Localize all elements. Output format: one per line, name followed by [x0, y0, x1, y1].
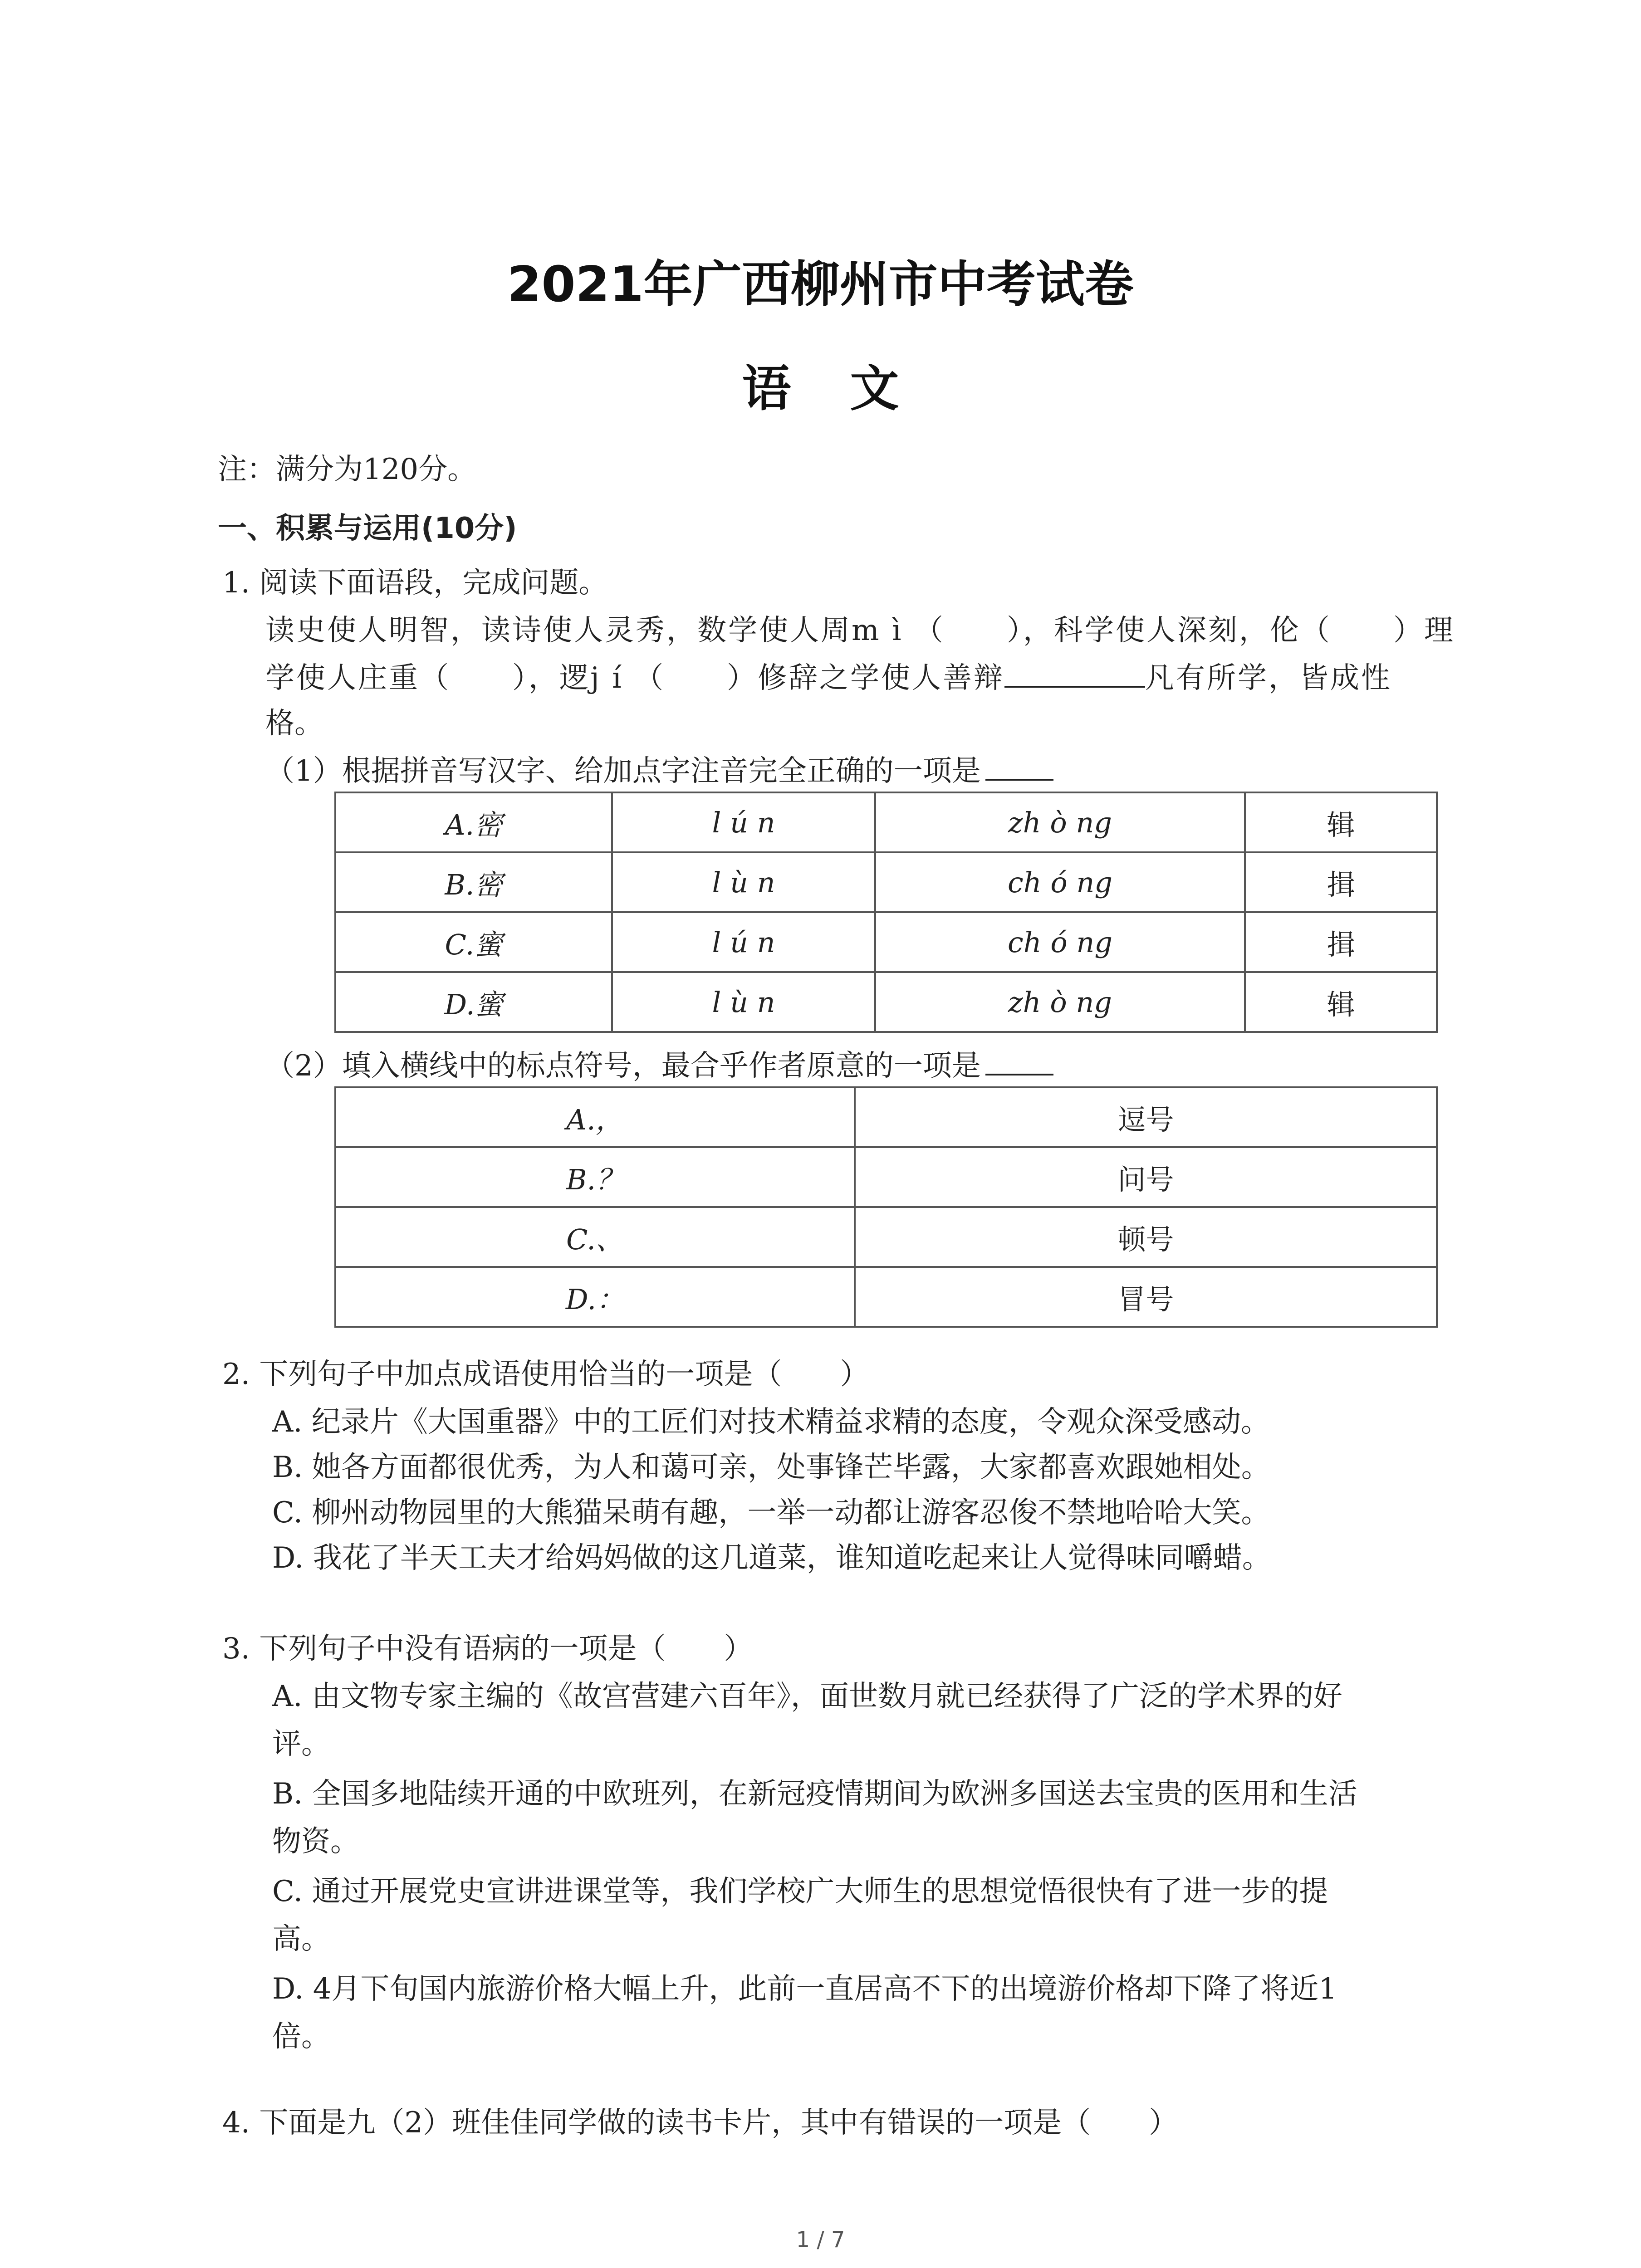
pinyin-cell: l ù n: [612, 852, 875, 912]
q1-passage-text: 学使人庄重（ ），逻j í （ ）修辞之学使人善辩: [265, 661, 1004, 695]
q1-passage-line-2: [265, 658, 1392, 699]
q2-stem: 2. 下列句子中加点成语使用恰当的一项是（ ）: [222, 1358, 869, 1391]
table-row: [335, 1147, 1437, 1207]
char-cell: 辑: [1245, 792, 1437, 852]
q1-sub1-text: （1）根据拼音写汉字、给加点字注音完全正确的一项是: [265, 754, 981, 788]
pinyin-cell: l ú n: [612, 792, 875, 852]
q3-option-b: B. 全国多地陆续开通的中欧班列，在新冠疫情期间为欧洲多国送去宝贵的医用和生活: [272, 1777, 1357, 1811]
q1-passage-line-3: 格。: [265, 707, 323, 740]
q1-stem: 1. 阅读下面语段，完成问题。: [222, 566, 608, 600]
q1-sub2-prompt: [265, 1046, 1053, 1086]
q3-option-d: D. 4月下旬国内旅游价格大幅上升，此前一直居高不下的出境游价格却下降了将近1: [272, 1972, 1337, 2006]
q1-passage-line-1: 读史使人明智，读诗使人灵秀，数学使人周m ì （ ），科学使人深刻，伦（ ）理: [265, 614, 1455, 647]
q1-sub2-text: （2）填入横线中的标点符号，最合乎作者原意的一项是: [265, 1049, 981, 1083]
section-heading: 一、积累与运用(10分): [218, 512, 517, 545]
q2-option-c: C. 柳州动物园里的大熊猫呆萌有趣，一举一动都让游客忍俊不禁地哈哈大笑。: [272, 1496, 1270, 1530]
score-note: 注：满分为120分。: [218, 453, 477, 486]
option-cell: A.，: [335, 1087, 855, 1147]
q1-passage-text-end: 凡有所学，皆成性: [1145, 661, 1392, 695]
q3-option-b-cont: 物资。: [272, 1825, 359, 1858]
answer-blank: [985, 752, 1053, 781]
page-number: 1 / 7: [796, 2227, 845, 2253]
q4-stem: 4. 下面是九（2）班佳佳同学做的读书卡片，其中有错误的一项是（ ）: [222, 2106, 1178, 2140]
pinyin-cell: zh ò ng: [875, 972, 1245, 1032]
punct-name-cell: 问号: [855, 1147, 1437, 1207]
pinyin-cell: ch ó ng: [875, 912, 1245, 972]
table-row: [335, 1207, 1437, 1267]
table-row: [335, 912, 1437, 972]
table-row: [335, 1087, 1437, 1147]
q3-stem: 3. 下列句子中没有语病的一项是（ ）: [222, 1632, 753, 1666]
subject-title: 语文: [742, 361, 958, 417]
q2-option-b: B. 她各方面都很优秀，为人和蔼可亲，处事锋芒毕露，大家都喜欢跟她相处。: [272, 1451, 1270, 1484]
q2-option-d: D. 我花了半天工夫才给妈妈做的这几道菜，谁知道吃起来让人觉得味同嚼蜡。: [272, 1541, 1271, 1575]
table-row: [335, 972, 1437, 1032]
option-cell: B.密: [335, 852, 612, 912]
pinyin-cell: l ú n: [612, 912, 875, 972]
table-row: [335, 1267, 1437, 1327]
option-cell: C.蜜: [335, 912, 612, 972]
punct-name-cell: 顿号: [855, 1207, 1437, 1267]
option-cell: D.蜜: [335, 972, 612, 1032]
char-cell: 辑: [1245, 972, 1437, 1032]
q1-sub1-table: [334, 792, 1438, 1033]
q2-option-a: A. 纪录片《大国重器》中的工匠们对技术精益求精的态度，令观众深受感动。: [272, 1405, 1270, 1439]
punct-name-cell: 冒号: [855, 1267, 1437, 1327]
q3-option-c-cont: 高。: [272, 1922, 330, 1956]
char-cell: 揖: [1245, 912, 1437, 972]
exam-title: 2021年广西柳州市中考试卷: [507, 256, 1134, 313]
punct-name-cell: 逗号: [855, 1087, 1437, 1147]
q3-option-a: A. 由文物专家主编的《故宫营建六百年》，面世数月就已经获得了广泛的学术界的好: [272, 1680, 1342, 1713]
option-cell: D.：: [335, 1267, 855, 1327]
char-cell: 揖: [1245, 852, 1437, 912]
pinyin-cell: l ù n: [612, 972, 875, 1032]
pinyin-cell: ch ó ng: [875, 852, 1245, 912]
option-cell: C.、: [335, 1207, 855, 1267]
option-cell: A.密: [335, 792, 612, 852]
q3-option-d-cont: 倍。: [272, 2020, 330, 2053]
q3-option-a-cont: 评。: [272, 1727, 330, 1761]
pinyin-cell: zh ò ng: [875, 792, 1245, 852]
option-cell: B.？: [335, 1147, 855, 1207]
table-row: [335, 852, 1437, 912]
q3-option-c: C. 通过开展党史宣讲进课堂等，我们学校广大师生的思想觉悟很快有了进一步的提: [272, 1875, 1328, 1908]
table-row: [335, 792, 1437, 852]
answer-blank: [985, 1046, 1053, 1075]
q1-sub2-table: [334, 1086, 1438, 1328]
q1-sub1-prompt: [265, 751, 1053, 792]
answer-blank: [1004, 659, 1145, 688]
